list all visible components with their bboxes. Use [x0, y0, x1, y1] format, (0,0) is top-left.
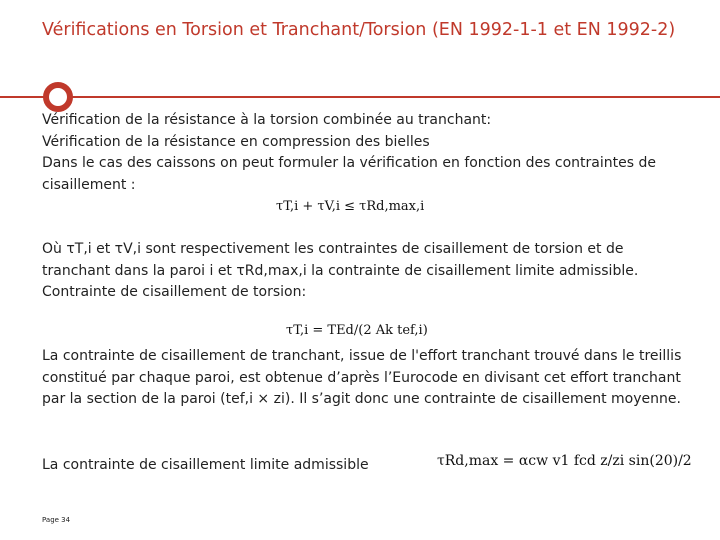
line-box-girder-note: Dans le cas des caissons on peut formuler la vérification en fonction des contraintes de cisaillement :	[42, 155, 656, 193]
paragraph-limit-stress: La contrainte de cisaillement limite admissible	[42, 457, 369, 473]
divider-circle-marker	[43, 82, 73, 112]
line-strut-compression-check: Vérification de la résistance en compression des bielles	[42, 133, 430, 150]
formula-torsion-shear-stress: τT,i = TEd/(2 Ak tef,i)	[286, 323, 428, 338]
title-divider	[0, 96, 720, 98]
line-torsion-shear-check: Vérification de la résistance à la torsion combinée au tranchant:	[42, 112, 492, 128]
paragraph-shear-stress: La contrainte de cisaillement de tranchant, issue de l'effort tranchant trouvé dans le treillis constitué par chaque paroi, est obtenue d’après l’Eurocode en divisant cet effort tranchant par la section de la paroi (tef,i × zi). Il s’agit donc une contrainte de cisaillement moyenne.	[42, 348, 682, 407]
formula-interaction-check: τT,i + τV,i ≤ τRd,max,i	[276, 199, 425, 214]
page-number: Page 34	[42, 516, 71, 524]
paragraph-definitions: Où τT,i et τV,i sont respectivement les contraintes de cisaillement de torsion et de tranchant dans la paroi i et τRd,max,i la contrainte de cisaillement limite admissible. Contrainte de cisaillement de torsion:	[42, 241, 639, 300]
paragraph-intro	[42, 110, 692, 196]
slide-title: Vérifications en Torsion et Tranchant/Torsion (EN 1992-1-1 et EN 1992-2)	[42, 20, 676, 40]
formula-limit-shear-stress: τRd,max = αcw v1 fcd z/zi sin(20)/2	[437, 453, 692, 469]
